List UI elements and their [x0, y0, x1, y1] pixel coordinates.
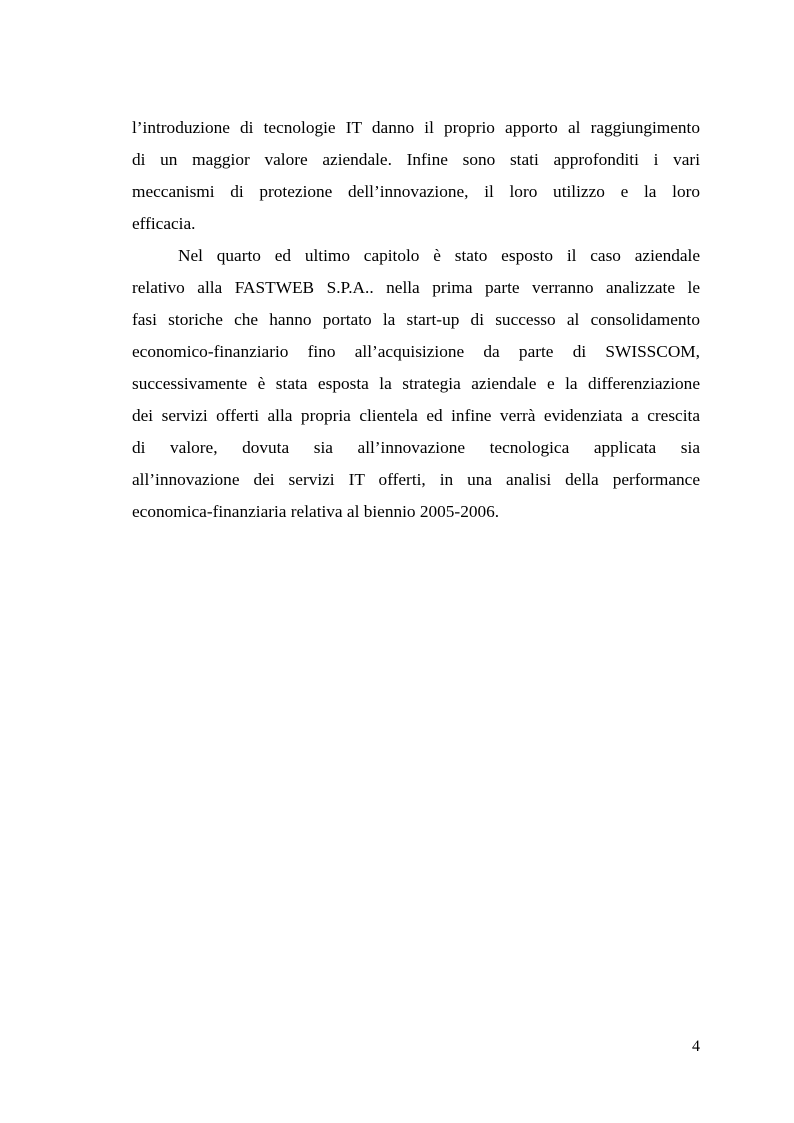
- text-line: di valore, dovuta sia all’innovazione tecnologica applicata sia: [132, 438, 700, 457]
- text-line: relativo alla FASTWEB S.P.A.. nella prima parte verranno analizzate le: [132, 278, 700, 297]
- page-number: 4: [692, 1038, 700, 1055]
- text-line: economica-finanziaria relativa al biennio 2005-2006.: [132, 502, 500, 521]
- paragraph-1: [132, 112, 700, 240]
- paragraph-2: [132, 240, 700, 528]
- text-line: successivamente è stata esposta la strategia aziendale e la differenziazione: [132, 374, 700, 393]
- text-line: fasi storiche che hanno portato la start-up di successo al consolidamento: [132, 310, 700, 329]
- body-text: [132, 112, 700, 528]
- text-line: Nel quarto ed ultimo capitolo è stato esposto il caso aziendale: [178, 246, 700, 265]
- text-line: efficacia.: [132, 214, 196, 233]
- text-line: di un maggior valore aziendale. Infine sono stati approfonditi i vari: [132, 150, 700, 169]
- text-line: all’innovazione dei servizi IT offerti, in una analisi della performance: [132, 470, 700, 489]
- text-line: dei servizi offerti alla propria clientela ed infine verrà evidenziata a crescita: [132, 406, 700, 425]
- text-line: l’introduzione di tecnologie IT danno il proprio apporto al raggiungimento: [132, 118, 700, 137]
- text-line: economico-finanziario fino all’acquisizione da parte di SWISSCOM,: [132, 342, 700, 361]
- text-line: meccanismi di protezione dell’innovazione, il loro utilizzo e la loro: [132, 182, 700, 201]
